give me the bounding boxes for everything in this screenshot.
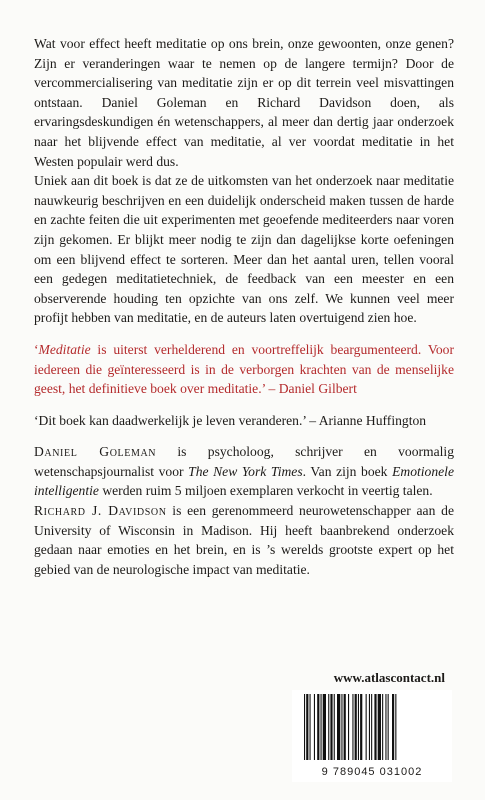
publisher-url[interactable]: www.atlascontact.nl bbox=[333, 670, 445, 685]
quote-book-title: Meditatie bbox=[38, 341, 91, 357]
review-quote-gilbert bbox=[34, 340, 454, 399]
bio-text: werden ruim 5 miljoen exemplaren verkocht in veertig talen. bbox=[98, 483, 433, 499]
quote-text: is uiterst verhelderend en voortreffelijk beargumenteerd. Voor iedereen die geïnteresseerd is in de verborgen krachten van de menselijke geest, het definitieve boek over meditatie.’ – Daniel Gilbert bbox=[34, 341, 454, 397]
blurb-paragraph-2: Uniek aan dit boek is dat ze de uitkomsten van het onderzoek naar meditatie nauwkeurig beschrijven en een duidelijk onderscheid maken tussen de harde en zachte feiten die uit experimenten met geoefende mediteerders naar voren zijn gekomen. Er blijkt meer nodig te zijn dan dagelijkse korte oefeningen om een blijvend effect te sorteren. Meer dan het aantal uren, tellen vooral een gedegen meditatietechniek, de feedback van een meester en een observerende houding ten opzichte van ons zelf. We kunnen veel meer profijt hebben van meditatie, en de auteurs laten overtuigend zien hoe. bbox=[34, 173, 454, 326]
bio-italic: Emotionele intelligentie bbox=[34, 463, 454, 499]
isbn-barcode bbox=[292, 690, 452, 782]
bio-text: . Van zijn boek bbox=[302, 463, 393, 479]
bio-italic: The New York Times bbox=[188, 463, 303, 479]
bio-text: is psycholoog, schrijver en voormalig wetenschapsjournalist voor bbox=[34, 444, 455, 479]
back-cover-text bbox=[34, 34, 454, 579]
blurb-paragraph-1: Wat voor effect heeft meditatie op ons brein, onze gewoonten, onze genen? Zijn er veranderingen waar te nemen op de langere termijn? Door de vercommercialisering van meditatie zijn er op dit terrein veel misvattingen ontstaan. Daniel Goleman en Richard Davidson doen, als ervaringsdeskundigen én wetenschappers, al meer dan dertig jaar onderzoek naar het blijvende effect van meditatie, al ver voordat meditatie in het Westen populair werd dus. bbox=[34, 36, 454, 169]
isbn-digits: 9 789045 031002 bbox=[321, 766, 423, 778]
author-name-goleman: Daniel Goleman bbox=[34, 444, 157, 460]
barcode-bars bbox=[292, 690, 452, 764]
author-bio-goleman bbox=[34, 442, 454, 501]
review-quote-huffington: ‘Dit boek kan daadwerkelijk je leven veranderen.’ – Arianne Huffington bbox=[34, 412, 427, 428]
quote-open-mark: ‘ bbox=[34, 341, 39, 357]
bio-text: is een gerenommeerd neurowetenschapper aan de University of Wisconsin in Madison. Hij heeft baanbrekend onderzoek gedaan naar emoties en het brein, en is ’s werelds grootste expert op het gebied van de neurologische impact van meditatie. bbox=[34, 503, 454, 577]
author-name-davidson: Richard J. Davidson bbox=[34, 503, 167, 519]
author-bio-davidson bbox=[34, 501, 454, 579]
